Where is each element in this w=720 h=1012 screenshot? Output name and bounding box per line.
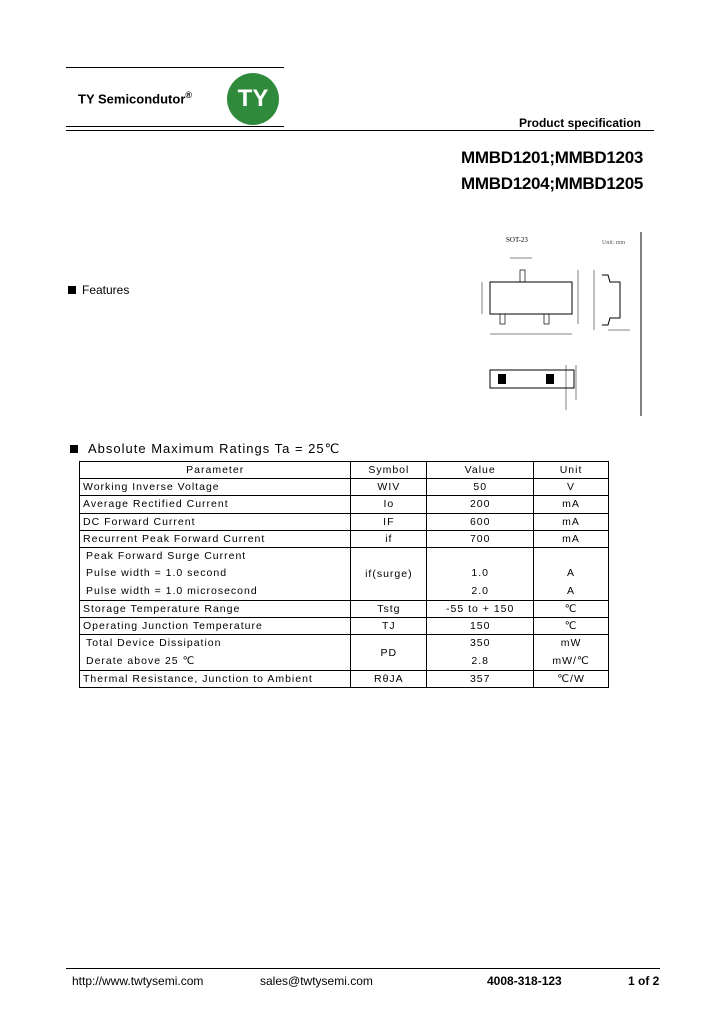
parameter-cell: Working Inverse Voltage <box>80 479 351 496</box>
parameter-line: Derate above 25 ℃ <box>86 654 196 667</box>
value-line: 350 <box>469 637 491 650</box>
package-body-top-view <box>490 282 572 314</box>
unit-cell <box>534 547 609 600</box>
end-view-lead-left <box>498 374 506 384</box>
company-name <box>78 90 192 106</box>
unit-cell: mA <box>534 496 609 513</box>
table-row <box>80 635 609 671</box>
logo-text: TY <box>237 85 269 112</box>
value-cell: 357 <box>427 670 534 687</box>
parameter-cell: Operating Junction Temperature <box>80 618 351 635</box>
parameter-cell: Thermal Resistance, Junction to Ambient <box>80 670 351 687</box>
value-cell: 600 <box>427 513 534 530</box>
parameter-cell: Average Rectified Current <box>80 496 351 513</box>
parameter-line: Pulse width = 1.0 microsecond <box>86 584 258 597</box>
lead-bottom-right <box>544 314 549 324</box>
unit-cell: ℃ <box>534 618 609 635</box>
company-name-text: TY Semicondutor <box>78 91 186 107</box>
footer-rule <box>66 968 660 969</box>
parameter-line: Pulse width = 1.0 second <box>86 567 228 580</box>
symbol-cell: Io <box>351 496 427 513</box>
unit-line: mW/℃ <box>552 654 590 667</box>
value-line: 2.8 <box>471 654 489 667</box>
features-heading <box>68 283 129 297</box>
value-cell: 200 <box>427 496 534 513</box>
value-line: 2.0 <box>471 584 489 597</box>
footer-email[interactable]: sales@twtysemi.com <box>260 974 373 988</box>
symbol-cell: if <box>351 530 427 547</box>
table-row <box>80 618 609 635</box>
value-cell <box>427 635 534 671</box>
symbol-cell: Tstg <box>351 600 427 617</box>
registered-mark: ® <box>185 90 193 100</box>
symbol-cell: TJ <box>351 618 427 635</box>
table-row <box>80 670 609 687</box>
table-row <box>80 547 609 600</box>
parameter-line: Peak Forward Surge Current <box>86 549 247 562</box>
parameter-cell: Recurrent Peak Forward Current <box>80 530 351 547</box>
lead-top <box>520 270 525 282</box>
unit-cell: V <box>534 479 609 496</box>
header-rule-long <box>66 130 654 131</box>
table-row <box>80 600 609 617</box>
unit-line-blank <box>537 548 605 565</box>
value-line: 1.0 <box>471 567 489 580</box>
parameter-cell <box>80 547 351 600</box>
package-outline-drawing <box>470 230 650 420</box>
unit-line: A <box>567 584 576 597</box>
parameter-line: Total Device Dissipation <box>86 637 222 650</box>
table-row <box>80 513 609 530</box>
symbol-cell: if(surge) <box>351 547 427 600</box>
symbol-cell: PD <box>351 635 427 671</box>
symbol-cell: RθJA <box>351 670 427 687</box>
footer-page-number: 1 of 2 <box>628 974 660 988</box>
ratings-heading <box>70 441 340 457</box>
value-cell: 150 <box>427 618 534 635</box>
doc-type: Product specification <box>518 116 641 130</box>
parameter-cell <box>80 635 351 671</box>
header-rule-mid <box>66 126 284 127</box>
column-header-parameter: Parameter <box>80 462 351 479</box>
package-name: SOT-23 <box>506 236 528 244</box>
ratings-title: Absolute Maximum Ratings Ta = 25℃ <box>88 441 341 456</box>
footer-url[interactable]: http://www.twtysemi.com <box>72 974 204 988</box>
parameter-cell: DC Forward Current <box>80 513 351 530</box>
package-side-view <box>602 275 620 325</box>
table-row <box>80 479 609 496</box>
value-cell: 50 <box>427 479 534 496</box>
table-header-row <box>80 462 609 479</box>
value-cell: 700 <box>427 530 534 547</box>
unit-cell: mA <box>534 530 609 547</box>
symbol-cell: WIV <box>351 479 427 496</box>
unit-line: A <box>567 567 576 580</box>
unit-label: Unit: mm <box>602 240 626 246</box>
column-header-symbol: Symbol <box>351 462 427 479</box>
company-logo <box>227 73 279 125</box>
unit-cell <box>534 635 609 671</box>
unit-cell: mA <box>534 513 609 530</box>
bullet-square-icon <box>70 445 78 453</box>
lead-bottom-left <box>500 314 505 324</box>
column-header-value: Value <box>427 462 534 479</box>
bullet-square-icon <box>68 286 76 294</box>
unit-cell: ℃/W <box>534 670 609 687</box>
table-row <box>80 496 609 513</box>
table-row <box>80 530 609 547</box>
parameter-cell: Storage Temperature Range <box>80 600 351 617</box>
unit-line: mW <box>560 637 582 650</box>
value-line-blank <box>430 548 530 565</box>
part-number-line-1: MMBD1201;MMBD1203 <box>461 148 643 167</box>
footer-phone: 4008-318-123 <box>487 974 562 988</box>
features-label: Features <box>82 283 130 297</box>
absolute-maximum-ratings-table <box>79 461 609 688</box>
value-cell: -55 to + 150 <box>427 600 534 617</box>
end-view-lead-right <box>546 374 554 384</box>
unit-cell: ℃ <box>534 600 609 617</box>
value-cell <box>427 547 534 600</box>
column-header-unit: Unit <box>534 462 609 479</box>
header-rule-top <box>66 67 284 68</box>
part-number-line-2: MMBD1204;MMBD1205 <box>461 174 643 193</box>
symbol-cell: IF <box>351 513 427 530</box>
